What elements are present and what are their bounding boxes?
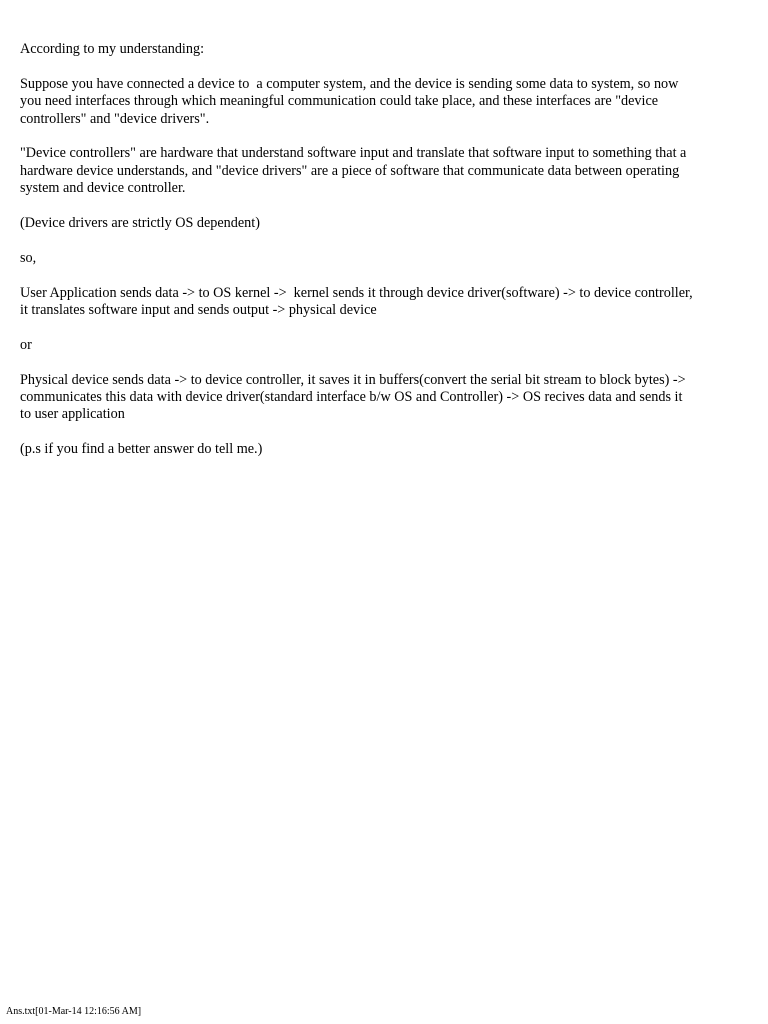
paragraph-os-dependent — [20, 215, 750, 232]
paragraph-output-flow — [20, 285, 750, 320]
text-line: controllers" and "device drivers". — [20, 110, 210, 127]
text-line: According to my understanding: — [20, 41, 205, 57]
text-line: to user application — [20, 406, 125, 423]
text-line: system and device controller. — [20, 180, 186, 197]
text-line: so, — [20, 249, 37, 266]
text-line: you need interfaces through which meaningful communication could take place, and these interfaces are "device — [20, 93, 659, 110]
paragraph-input-flow — [20, 372, 750, 424]
paragraph-so — [20, 250, 750, 267]
text-line: (Device drivers are strictly OS dependent) — [20, 215, 260, 232]
text-line: communicates this data with device driver(standard interface b/w OS and Controller) -> OS recives data and sends it — [20, 389, 683, 406]
paragraph-intro — [20, 41, 750, 58]
text-line: it translates software input and sends output -> physical device — [20, 302, 377, 319]
text-line: User Application sends data -> to OS kernel -> kernel sends it through device driver(software) -> to device controller, — [20, 284, 693, 301]
text-line: hardware device understands, and "device drivers" are a piece of software that communicate data between operating — [20, 162, 680, 179]
text-line: Suppose you have connected a device to a computer system, and the device is sending some data to system, so now — [20, 75, 679, 92]
paragraph-ps-note — [20, 441, 750, 458]
text-line: "Device controllers" are hardware that understand software input and translate that software input to something that a — [20, 145, 687, 162]
page-footer: Ans.txt[01-Mar-14 12:16:56 AM] — [6, 1006, 142, 1017]
document-body — [20, 41, 750, 476]
text-line: Physical device sends data -> to device controller, it saves it in buffers(convert the serial bit stream to block bytes) -> — [20, 371, 686, 388]
paragraph-interfaces — [20, 76, 750, 128]
text-line: or — [20, 336, 32, 353]
text-line: (p.s if you find a better answer do tell me.) — [20, 441, 263, 458]
paragraph-or — [20, 337, 750, 354]
paragraph-definitions — [20, 145, 750, 197]
